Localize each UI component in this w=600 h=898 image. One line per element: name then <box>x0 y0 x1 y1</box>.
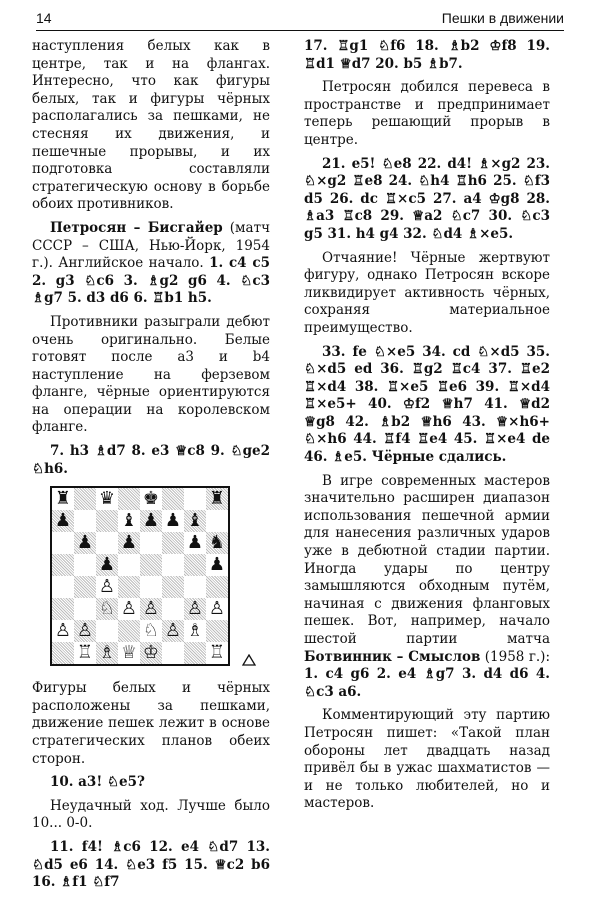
left-paragraph-4: Фигуры белых и чёрных расположены за пешками, движение пешек лежит в основе стратегических планов обеих сторон. <box>32 680 270 767</box>
chess-square <box>52 642 74 664</box>
match-moves: 1. c4 g6 2. e4 ♗g7 3. d4 d6 4. ♘c3 a6. <box>304 666 550 700</box>
chess-piece-square: ♙ <box>118 598 140 620</box>
moves-10: 10. a3! ♘e5? <box>50 774 145 791</box>
left-paragraph-3: Противники разыграли дебют очень оригинально. Белые готовят после a3 и b4 наступление на ферзевом фланге, чёрные ориентируются на операции на королевском фланге. <box>32 313 270 436</box>
left-column <box>32 38 270 898</box>
game-players: Петросян – Бисгайер <box>50 219 223 236</box>
chess-square <box>206 620 228 642</box>
header-rule <box>36 30 564 31</box>
chess-square <box>118 620 140 642</box>
right-paragraph-4: Комментирующий эту партию Петросян пишет: «Такой план обороны лет двадцать назад привёл бы в ужас шахматистов — и не только любителей, но и мастеров. <box>304 707 550 812</box>
white-to-move-triangle-icon <box>242 654 256 666</box>
chess-piece-square: ♙ <box>184 598 206 620</box>
chess-piece-square: ♙ <box>162 620 184 642</box>
chess-piece-square: ♙ <box>52 620 74 642</box>
moves-33-46: 33. fe ♘×e5 34. cd ♘×d5 35. ♘×d5 ed 36. ♖g2 ♖c4 37. ♖e2 ♖×d4 38. ♖×e5 ♖e6 39. ♖×d4 ♖×e5+ 40. ♔f2 ♕h7 41. ♕d2 ♕g8 42. ♗b2 ♕h6 43. ♕×h6+ ♘×h6 44. ♖f4 ♖e4 45. ♖×e4 de 46. ♗e5. Чёрные сдались. <box>304 343 550 466</box>
chess-piece-square: ♙ <box>206 598 228 620</box>
chess-square <box>96 532 118 554</box>
right-paragraph-1: Петросян добился перевеса в пространстве и предпринимает теперь решающий прорыв в центре. <box>304 79 550 148</box>
chess-piece-square: ♖ <box>206 642 228 664</box>
chess-square <box>118 554 140 576</box>
left-paragraph-5: Неудачный ход. Лучше было 10... 0-0. <box>32 797 270 832</box>
chess-piece-square: ♟ <box>184 532 206 554</box>
chess-piece-square: ♙ <box>74 620 96 642</box>
chess-piece-square: ♜ <box>206 488 228 510</box>
chess-square <box>74 488 96 510</box>
chess-square <box>140 576 162 598</box>
chess-square <box>162 576 184 598</box>
chess-piece-square: ♕ <box>118 642 140 664</box>
chess-square <box>96 620 118 642</box>
chess-piece-square: ♗ <box>184 620 206 642</box>
chess-piece-square: ♜ <box>52 488 74 510</box>
game-intro <box>32 220 270 308</box>
chess-square <box>184 642 206 664</box>
match-players: Ботвинник – Смыслов <box>304 648 481 665</box>
chess-piece-square: ♙ <box>96 576 118 598</box>
chess-diagram <box>32 484 272 672</box>
chess-square <box>74 576 96 598</box>
moves-11-16: 11. f4! ♗c6 12. e4 ♘d7 13. ♘d5 e6 14. ♘e3 f5 15. ♕c2 b6 16. ♗f1 ♘f7 <box>32 839 270 891</box>
chess-square <box>52 576 74 598</box>
right-column <box>304 38 550 819</box>
chess-square <box>206 510 228 532</box>
chess-square <box>184 576 206 598</box>
moves-21-32: 21. e5! ♘e8 22. d4! ♗×g2 23. ♘×g2 ♖e8 24. ♘h4 ♖h6 25. ♘f3 d5 26. dc ♖×c5 27. a4 ♔g8 28. ♗a3 ♖c8 29. ♕a2 ♘c7 30. ♘c3 g5 31. h4 g4 32. ♘d4 ♗×e5. <box>304 155 550 242</box>
chess-square <box>184 554 206 576</box>
chess-square <box>162 532 184 554</box>
left-paragraph-1: наступления белых как в центре, так и на флангах. Интересно, что как фигуры белых, так и фигуры чёрных располагались за пешками, не стесняя их движения, и пешечные прорывы, и их подготовка составляли стратегическую основу в борьбе обоих противников. <box>32 38 270 213</box>
moves-7-9: 7. h3 ♗d7 8. e3 ♕c8 9. ♘ge2 ♘h6. <box>32 443 270 477</box>
chess-square <box>184 488 206 510</box>
running-title: Пешки в движении <box>441 10 564 26</box>
game-moves-1: 1. c4 c5 2. g3 ♘c6 3. ♗g2 g6 4. ♘c3 ♗g7 5. d3 d6 6. ♖b1 h5. <box>32 255 270 307</box>
chess-piece-square: ♟ <box>96 554 118 576</box>
chess-square <box>140 554 162 576</box>
chess-square <box>118 576 140 598</box>
chess-square <box>162 598 184 620</box>
chess-piece-square: ♟ <box>74 532 96 554</box>
moves-17-20: 17. ♖g1 ♘f6 18. ♗b2 ♔f8 19. ♖d1 ♕d7 20. b5 ♗b7. <box>304 38 550 72</box>
chess-piece-square: ♝ <box>184 510 206 532</box>
chess-piece-square: ♚ <box>140 488 162 510</box>
chess-piece-square: ♖ <box>74 642 96 664</box>
right-paragraph-3 <box>304 473 550 702</box>
chess-square <box>162 554 184 576</box>
chess-piece-square: ♔ <box>140 642 162 664</box>
chess-square <box>52 554 74 576</box>
chess-piece-square: ♟ <box>118 532 140 554</box>
chess-square <box>74 598 96 620</box>
chess-square <box>74 554 96 576</box>
chess-piece-square: ♗ <box>96 642 118 664</box>
game-info: (матч СССР – США, Нью-Йорк, 1954 г.). Английское начало. <box>32 219 270 272</box>
chess-square <box>162 488 184 510</box>
chess-piece-square: ♟ <box>206 554 228 576</box>
chess-board <box>50 486 230 666</box>
right-paragraph-3-text: В игре современных мастеров значительно расширен диапазон использования пешечной армии для нанесения различных ударов уже в дебютной стадии партии. Иногда удары по центру замышляются обходным путём, начиная с движения фланговых пешек. Вот, например, начало шестой партии матча <box>304 472 550 647</box>
chess-square <box>74 510 96 532</box>
chess-piece-square: ♘ <box>140 620 162 642</box>
chess-square <box>118 488 140 510</box>
right-paragraph-2: Отчаяние! Чёрные жертвуют фигуру, однако Петросян вскоре ликвидирует активность чёрных, сохраняя материальное преимущество. <box>304 249 550 336</box>
chess-square <box>206 576 228 598</box>
chess-piece-square: ♟ <box>162 510 184 532</box>
chess-square <box>162 642 184 664</box>
match-year: (1958 г.): <box>480 648 550 665</box>
chess-piece-square: ♟ <box>140 510 162 532</box>
page-number: 14 <box>36 10 52 26</box>
chess-piece-square: ♟ <box>52 510 74 532</box>
chess-piece-square: ♛ <box>96 488 118 510</box>
chess-piece-square: ♞ <box>206 532 228 554</box>
page-header <box>36 8 564 30</box>
chess-piece-square: ♘ <box>96 598 118 620</box>
chess-piece-square: ♝ <box>118 510 140 532</box>
chess-square <box>52 532 74 554</box>
chess-piece-square: ♙ <box>140 598 162 620</box>
chess-square <box>96 510 118 532</box>
chess-square <box>140 532 162 554</box>
chess-square <box>52 598 74 620</box>
